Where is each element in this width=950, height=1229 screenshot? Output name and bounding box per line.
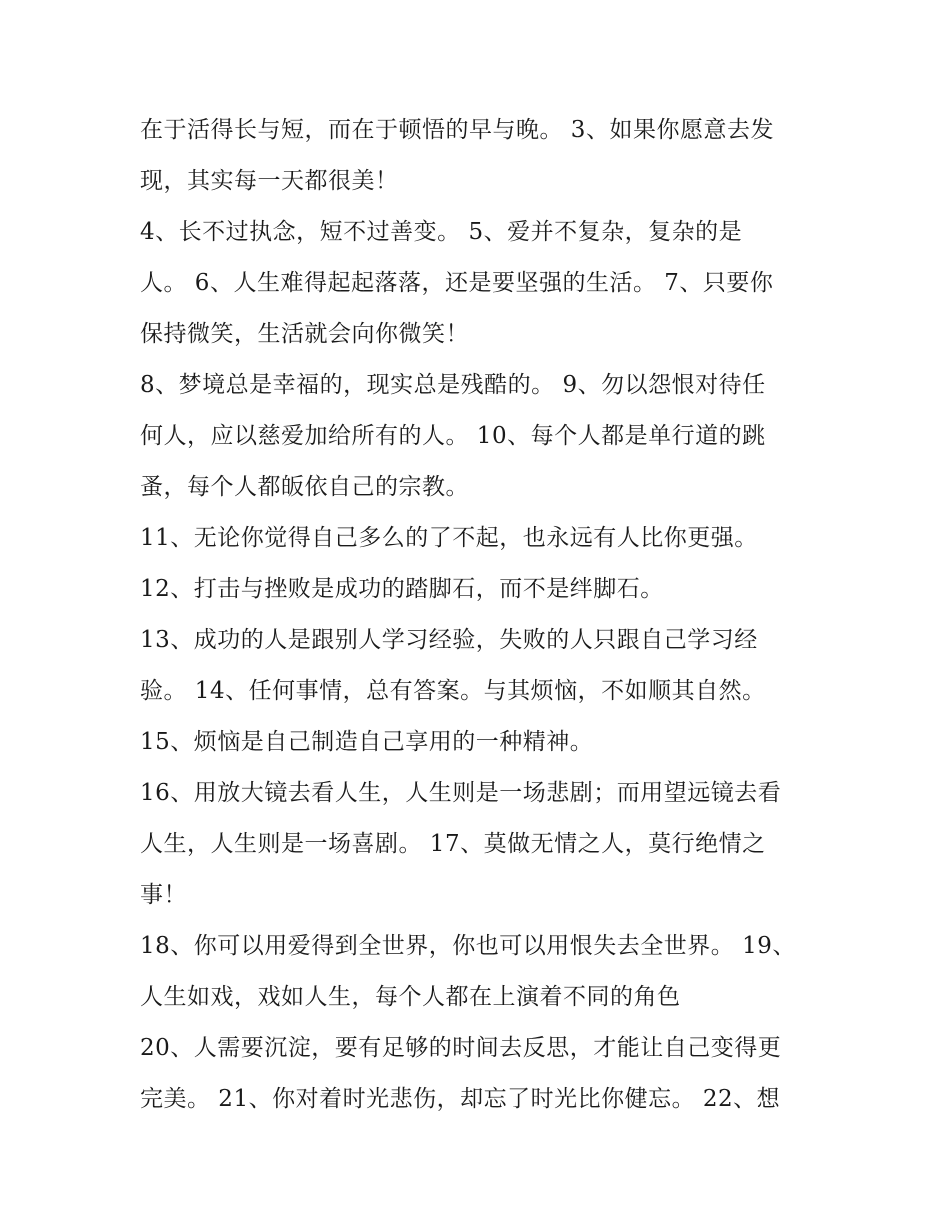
body-text [140,105,830,1125]
text-line-8: 蚤，每个人都皈依自己的宗教。 [140,474,469,500]
text-line-15: 人生，人生则是一场喜剧。 17、莫做无情之人，莫行绝情之 [140,831,766,857]
text-line-14: 16、用放大镜去看人生，人生则是一场悲剧；而用望远镜去看 [140,780,782,806]
text-line-19: 20、人需要沉淀，要有足够的时间去反思，才能让自己变得更 [140,1035,782,1061]
text-line-18: 人生如戏，戏如人生，每个人都在上演着不同的角色 [140,984,681,1010]
text-line-10: 12、打击与挫败是成功的踏脚石，而不是绊脚石。 [140,576,664,602]
text-line-6: 8、梦境总是幸福的，现实总是残酷的。 9、勿以怨恨对待任 [140,372,766,398]
text-line-2: 现，其实每一天都很美！ [140,168,399,194]
text-line-20: 完美。 21、你对着时光悲伤，却忘了时光比你健忘。 22、想 [140,1086,781,1112]
text-line-16: 事！ [140,882,187,908]
text-line-5: 保持微笑，生活就会向你微笑！ [140,321,469,347]
text-line-3: 4、长不过执念，短不过善变。 5、爱并不复杂，复杂的是 [140,219,743,245]
text-line-1: 在于活得长与短，而在于顿悟的早与晚。 3、如果你愿意去发 [140,117,774,143]
text-line-13: 15、烦恼是自己制造自己享用的一种精神。 [140,729,594,755]
text-line-4: 人。 6、人生难得起起落落，还是要坚强的生活。 7、只要你 [140,270,774,296]
text-line-17: 18、你可以用爱得到全世界，你也可以用恨失去全世界。 19、 [140,933,796,959]
text-line-12: 验。 14、任何事情，总有答案。与其烦恼，不如顺其自然。 [140,678,766,704]
text-line-9: 11、无论你觉得自己多么的了不起，也永远有人比你更强。 [140,525,758,551]
text-line-11: 13、成功的人是跟别人学习经验，失败的人只跟自己学习经 [140,627,758,653]
text-line-7: 何人，应以慈爱加给所有的人。 10、每个人都是单行道的跳 [140,423,766,449]
